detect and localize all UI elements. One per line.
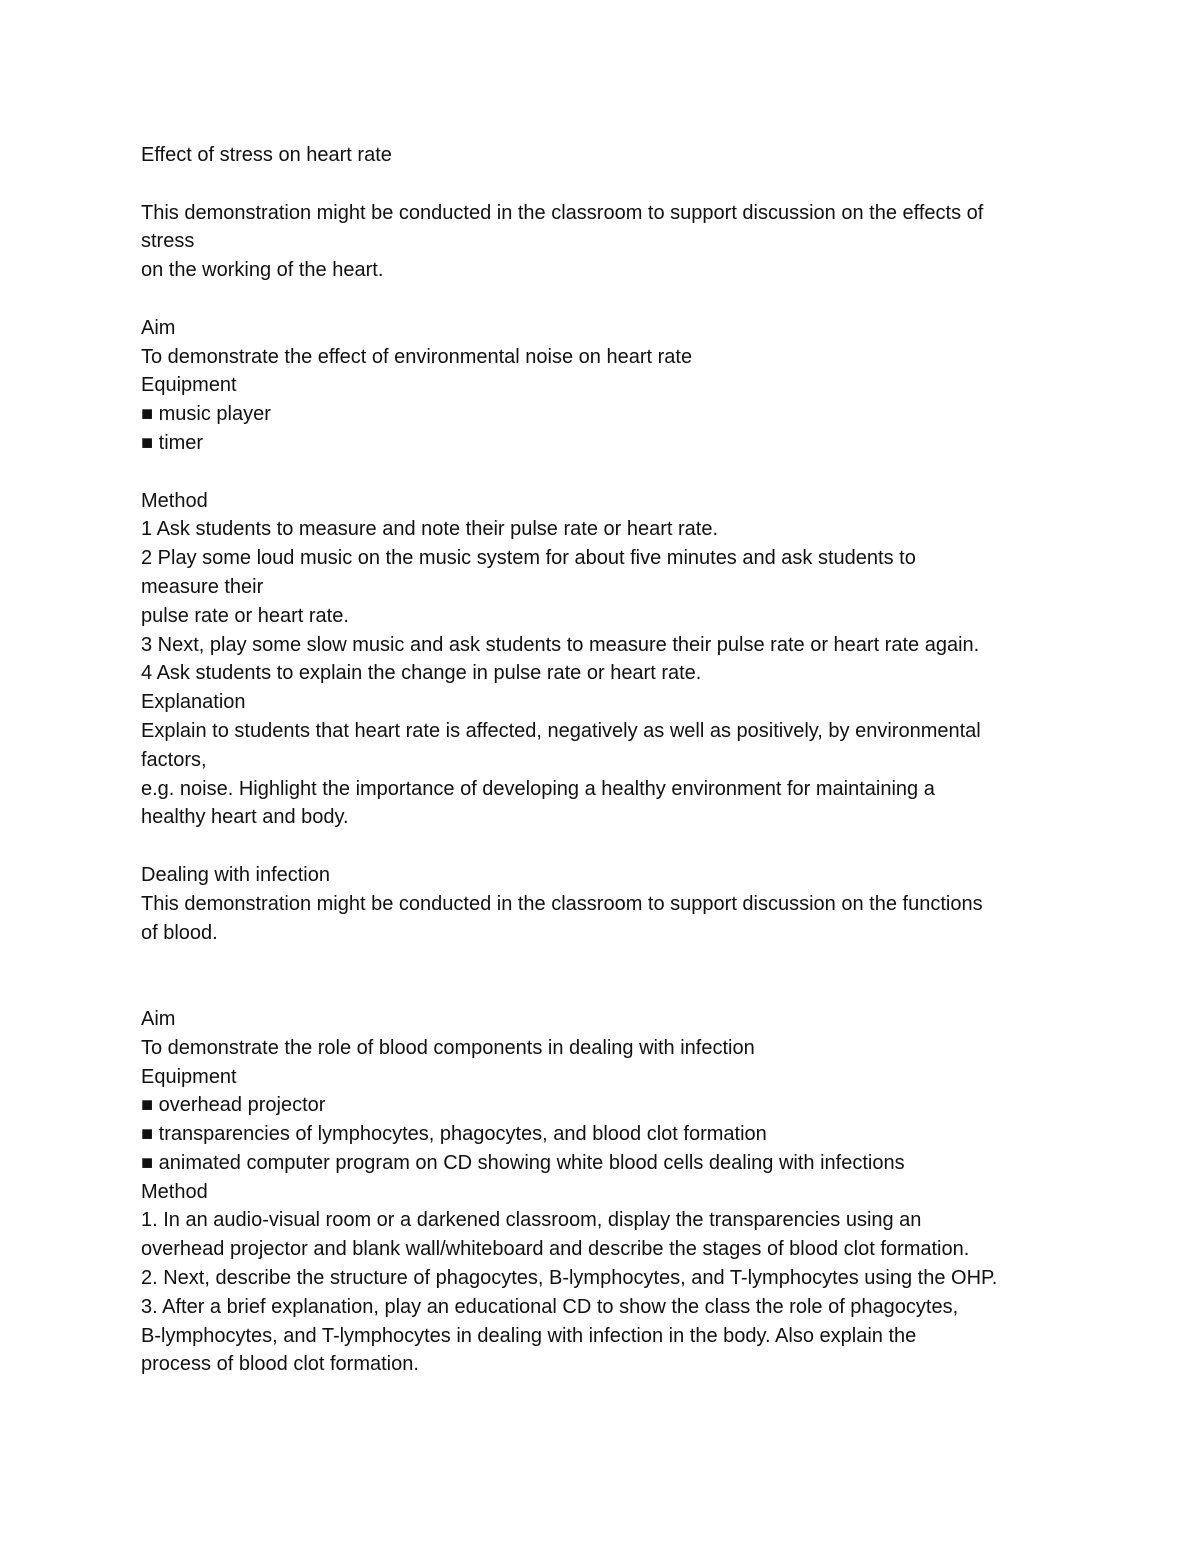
section-title: Dealing with infection	[141, 863, 330, 886]
intro-line: This demonstration might be conducted in the classroom to support discussion on the functions	[141, 892, 983, 915]
explanation-line: Explain to students that heart rate is affected, negatively as well as positively, by environmental	[141, 719, 981, 742]
method-step: 1. In an audio-visual room or a darkened classroom, display the transparencies using an	[141, 1209, 922, 1232]
equipment-item: ■ timer	[141, 431, 204, 454]
method-step: B-lymphocytes, and T-lymphocytes in dealing with infection in the body. Also explain the	[141, 1324, 917, 1347]
spacer	[141, 285, 1061, 314]
method-step: 1 Ask students to measure and note their pulse rate or heart rate.	[141, 518, 719, 541]
method-step: 3. After a brief explanation, play an educational CD to show the class the role of phagocytes,	[141, 1295, 959, 1318]
explanation-line: e.g. noise. Highlight the importance of developing a healthy environment for maintaining a	[141, 777, 935, 800]
intro-line: of blood.	[141, 921, 218, 944]
document-page	[141, 141, 1061, 1379]
spacer	[141, 458, 1061, 487]
method-step: 3 Next, play some slow music and ask students to measure their pulse rate or heart rate again.	[141, 633, 980, 656]
method-step: 2 Play some loud music on the music system for about five minutes and ask students to	[141, 547, 916, 570]
method-step: 2. Next, describe the structure of phagocytes, B-lymphocytes, and T-lymphocytes using the OHP.	[141, 1267, 998, 1290]
equipment-item: ■ music player	[141, 403, 271, 426]
method-heading: Method	[141, 489, 208, 512]
method-step: 4 Ask students to explain the change in pulse rate or heart rate.	[141, 662, 702, 685]
explanation-line: healthy heart and body.	[141, 806, 349, 829]
spacer	[141, 947, 1061, 1005]
equipment-item: ■ transparencies of lymphocytes, phagocytes, and blood clot formation	[141, 1123, 767, 1146]
equipment-heading: Equipment	[141, 374, 237, 397]
equipment-item: ■ animated computer program on CD showing white blood cells dealing with infections	[141, 1151, 905, 1174]
spacer	[141, 832, 1061, 861]
intro-line: on the working of the heart.	[141, 259, 384, 282]
aim-heading: Aim	[141, 1007, 176, 1030]
aim-heading: Aim	[141, 316, 176, 339]
method-step: overhead projector and blank wall/whiteboard and describe the stages of blood clot formation.	[141, 1238, 970, 1261]
aim-text: To demonstrate the effect of environmental noise on heart rate	[141, 345, 693, 368]
equipment-heading: Equipment	[141, 1065, 237, 1088]
method-step: measure their	[141, 575, 264, 598]
spacer	[141, 170, 1061, 199]
method-step: process of blood clot formation.	[141, 1353, 419, 1376]
intro-line: stress	[141, 230, 195, 253]
intro-line: This demonstration might be conducted in the classroom to support discussion on the effects of	[141, 201, 984, 224]
method-step: pulse rate or heart rate.	[141, 604, 349, 627]
explanation-heading: Explanation	[141, 691, 246, 714]
aim-text: To demonstrate the role of blood components in dealing with infection	[141, 1036, 755, 1059]
explanation-line: factors,	[141, 748, 207, 771]
section-title: Effect of stress on heart rate	[141, 144, 392, 166]
method-heading: Method	[141, 1180, 208, 1203]
equipment-item: ■ overhead projector	[141, 1094, 326, 1117]
